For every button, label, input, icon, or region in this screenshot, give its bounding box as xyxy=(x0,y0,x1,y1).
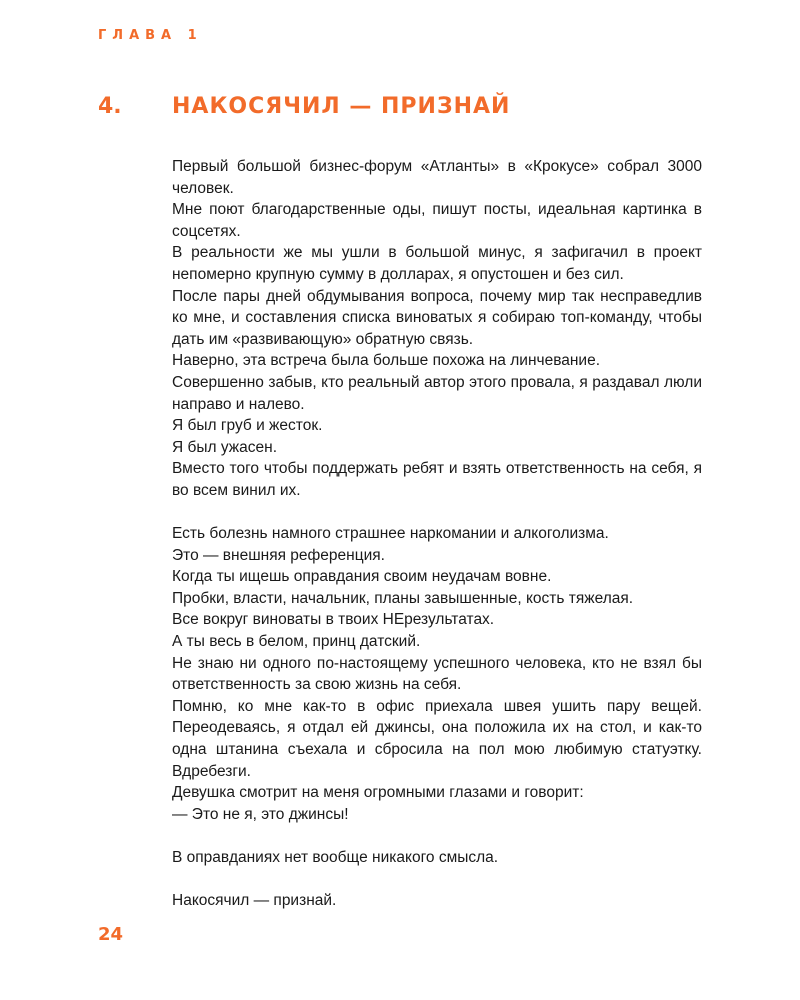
paragraph: А ты весь в белом, принц датский. xyxy=(172,633,421,651)
paragraph: Девушка смотрит на меня огромными глазами и говорит: xyxy=(172,784,584,802)
paragraph: Наверно, эта встреча была больше похожа на линчевание. xyxy=(172,352,601,370)
paragraph: Это — внешняя референция. xyxy=(172,546,385,564)
paragraph: Я был груб и жесток. xyxy=(172,417,323,435)
paragraph: Пробки, власти, начальник, планы завышенные, кость тяжелая. xyxy=(172,589,634,607)
body-text xyxy=(172,156,702,912)
paragraph-gap xyxy=(172,825,702,847)
paragraph: Есть болезнь намного страшнее наркомании и алкоголизма. xyxy=(172,525,609,543)
closing-line: Накосячил — признай. xyxy=(172,892,337,910)
section-number: 4. xyxy=(98,94,122,119)
section-title: НАКОСЯЧИЛ — ПРИЗНАЙ xyxy=(172,94,511,119)
paragraph: Не знаю ни одного по-настоящему успешного человека, кто не взял бы ответственность за свою жизнь на себя. xyxy=(172,654,702,694)
paragraph: Первый большой бизнес-форум «Атланты» в «Крокусе» собрал 3000 человек. xyxy=(172,158,702,197)
paragraph: Все вокруг виноваты в твоих НЕрезультатах. xyxy=(172,611,495,629)
paragraph: После пары дней обдумывания вопроса, почему мир так несправедлив ко мне, и составления списка виноватых я собираю топ-команду, чтобы дать им «развивающую» обратную связь. xyxy=(172,287,702,348)
paragraph: Когда ты ищешь оправдания своим неудачам вовне. xyxy=(172,568,552,586)
page-number: 24 xyxy=(98,924,124,945)
paragraph: В реальности же мы ушли в большой минус, я зафигачил в проект непомерно крупную сумму в долларах, я опустошен и без сил. xyxy=(172,244,702,283)
paragraph: Помню, ко мне как-то в офис приехала швея ушить пару вещей. Переодеваясь, я отдал ей джинсы, она положила их на стол, и как-то одна штанина съехала и сбросила на пол мою любимую статуэтку. Вдребезги. xyxy=(172,697,702,780)
dialogue-line: — Это не я, это джинсы! xyxy=(172,805,349,823)
paragraph: В оправданиях нет вообще никакого смысла. xyxy=(172,849,499,866)
paragraph: Мне поют благодарственные оды, пишут посты, идеальная картинка в соцсетях. xyxy=(172,201,702,240)
running-head-chapter: ГЛАВА 1 xyxy=(98,28,203,43)
paragraph-gap xyxy=(172,502,702,524)
paragraph: Вместо того чтобы поддержать ребят и взять ответственность на себя, я во всем винил их. xyxy=(172,460,702,499)
paragraph: Совершенно забыв, кто реальный автор этого провала, я раздавал люли направо и налево. xyxy=(172,373,702,413)
paragraph-gap xyxy=(172,869,702,891)
paragraph: Я был ужасен. xyxy=(172,438,278,456)
